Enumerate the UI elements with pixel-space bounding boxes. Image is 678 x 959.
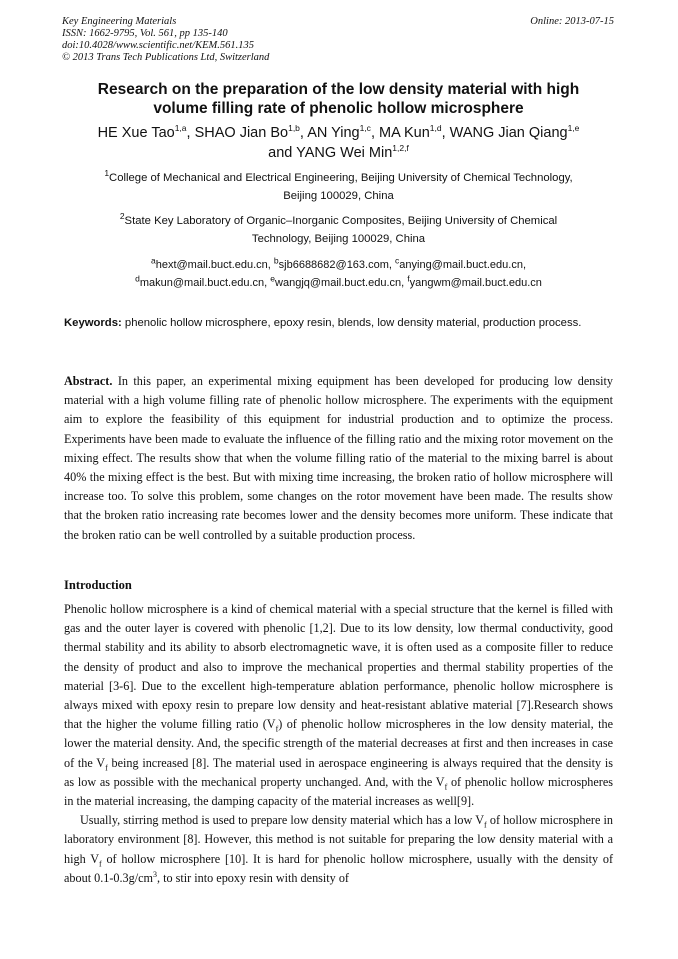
affiliation-sup: 1 (104, 168, 110, 179)
copyright-line: © 2013 Trans Tech Publications Ltd, Switzerland (62, 52, 270, 63)
abstract-text: In this paper, an experimental mixing equipment has been developed for producing low density material with a high volume filling rate of phenolic hollow microsphere. The experiments with the equipment aim to explore the feasibility of this equipment for industrial production and to optimize the process. Experiments have been made to evaluate the influence of the filling ratio and the mixing rotor movement on the mixing effect. The results show that when the volume filling ratio of the material to the mixing barrel is about 40% the mixing effect is the best. But with mixing time increasing, the broken ratio of hollow microsphere will increase too. To solve this problem, some changes on the rotor movement have been made. The results show that the broken ratio increasing rate becomes lower and the density becomes more uniform. These indicate that the broken ratio can be well controlled by a suitable production process. (64, 374, 613, 542)
affiliation-text: State Key Laboratory of Organic–Inorganic Composites, Beijing University of Chemical (124, 215, 558, 227)
author-name: WANG Jian Qiang (449, 125, 568, 141)
author-name: MA Kun (379, 125, 430, 141)
affiliation-1 (62, 169, 615, 205)
paper-title (62, 80, 615, 118)
email-list (62, 256, 615, 292)
title-line-1: Research on the preparation of the low density material with high (97, 81, 580, 98)
email-line-1: $^a$hext@mail.buct.edu.cn, $^b$sjb6688682@163.com, $^c$anying@mail.buct.edu.cn, (150, 255, 527, 271)
author-sup: 1,d (429, 123, 442, 134)
paragraph: Usually, stirring method is used to prepare low density material which has a low $V_f$ of hollow microsphere in laboratory environment [8]. However, this method is not suitable for preparing the low density material with a high $V_f$ of hollow microsphere [10]. It is hard for phenolic hollow microsphere, usually with the density of about $0.1-0.3g/cm^3$, to stir into epoxy resin with density of (64, 813, 614, 885)
author-list (62, 123, 615, 163)
author-name: HE Xue Tao (97, 125, 175, 141)
author-name: SHAO Jian Bo (194, 125, 289, 141)
email-link[interactable]: sjb6688682@163.com (278, 259, 389, 271)
keywords-block (64, 314, 613, 333)
author-name: and YANG Wei Min (268, 145, 393, 161)
author-line-1: HE Xue Tao$^{1,a}$, SHAO Jian Bo$^{1,b}$, AN Ying$^{1,c}$, MA Kun$^{1,d}$, WANG Jian Qiang$^{1,e}$ (97, 123, 580, 141)
affiliation-text: College of Mechanical and Electrical Engineering, Beijing University of Chemical Technology, (109, 172, 573, 184)
author-sup: 1,b (288, 123, 300, 134)
author-line-2 (62, 143, 615, 163)
paragraph: Phenolic hollow microsphere is a kind of chemical material with a special structure that the kernel is filled with gas and the outer layer is covered with phenolic [1,2]. Due to its low density, low thermal conductivity, good thermal stability and its ability to absorb electromagnetic wave, it is often used as a composite filler to reduce the density of product and also to improve the mechanical properties and thermal stability properties of the material [3-6]. Due to the excellent high-temperature ablation performance, phenolic hollow microsphere is always mixed with epoxy resin to prepare low density and heat-resistant ablative material [7].Research shows that the higher the volume filling ratio $(V_f)$ of phenolic hollow microspheres in the low density material, the lower the material density. And, the specific strength of the material decreases at first and then increases in case of the $V_f$ being increased [8]. The material used in aerospace engineering is always required that the density is as low as possible with the mechanical property unchanged. And, with the $V_f$ of phenolic hollow microspheres in the material increasing, the damping capacity of the material increases as well[9]. (64, 602, 614, 809)
author-sup: 1,a (174, 123, 187, 134)
email-link[interactable]: makun@mail.buct.edu.cn (139, 277, 265, 289)
online-date: Online: 2013-07-15 (530, 16, 614, 27)
keywords-label: Keywords: (64, 317, 122, 329)
email-line-2: $^d$makun@mail.buct.edu.cn, $^e$wangjq@mail.buct.edu.cn, $^f$yangwm@mail.buct.edu.cn (135, 273, 542, 289)
affiliation-2 (62, 212, 615, 248)
affiliation-text: Technology, Beijing 100029, China (251, 233, 426, 245)
author-sup: 1,2,f (392, 143, 409, 154)
email-link[interactable]: yangwm@mail.buct.edu.cn (409, 277, 542, 289)
abstract-block (64, 372, 613, 545)
abstract-label: Abstract. (64, 374, 113, 388)
affiliation-text: Beijing 100029, China (283, 190, 394, 202)
author-name: AN Ying (307, 125, 360, 141)
section-heading: Introduction (64, 578, 132, 592)
doi-line: doi:10.4028/www.scientific.net/KEM.561.135 (62, 40, 254, 51)
author-sup: 1,e (567, 123, 580, 134)
introduction-body (64, 600, 613, 888)
journal-name: Key Engineering Materials (62, 16, 177, 27)
issn-line: ISSN: 1662-9795, Vol. 561, pp 135-140 (62, 28, 228, 39)
email-link[interactable]: hext@mail.buct.edu.cn (155, 259, 268, 271)
keywords-text: phenolic hollow microsphere, epoxy resin, blends, low density material, production process. (124, 317, 582, 329)
email-link[interactable]: wangjq@mail.buct.edu.cn (275, 277, 402, 289)
author-sup: 1,c (359, 123, 371, 134)
email-link[interactable]: anying@mail.buct.edu.cn (399, 259, 523, 271)
affiliation-sup: 2 (119, 211, 125, 222)
title-line-2: volume filling rate of phenolic hollow microsphere (153, 100, 524, 117)
journal-header (62, 16, 269, 64)
